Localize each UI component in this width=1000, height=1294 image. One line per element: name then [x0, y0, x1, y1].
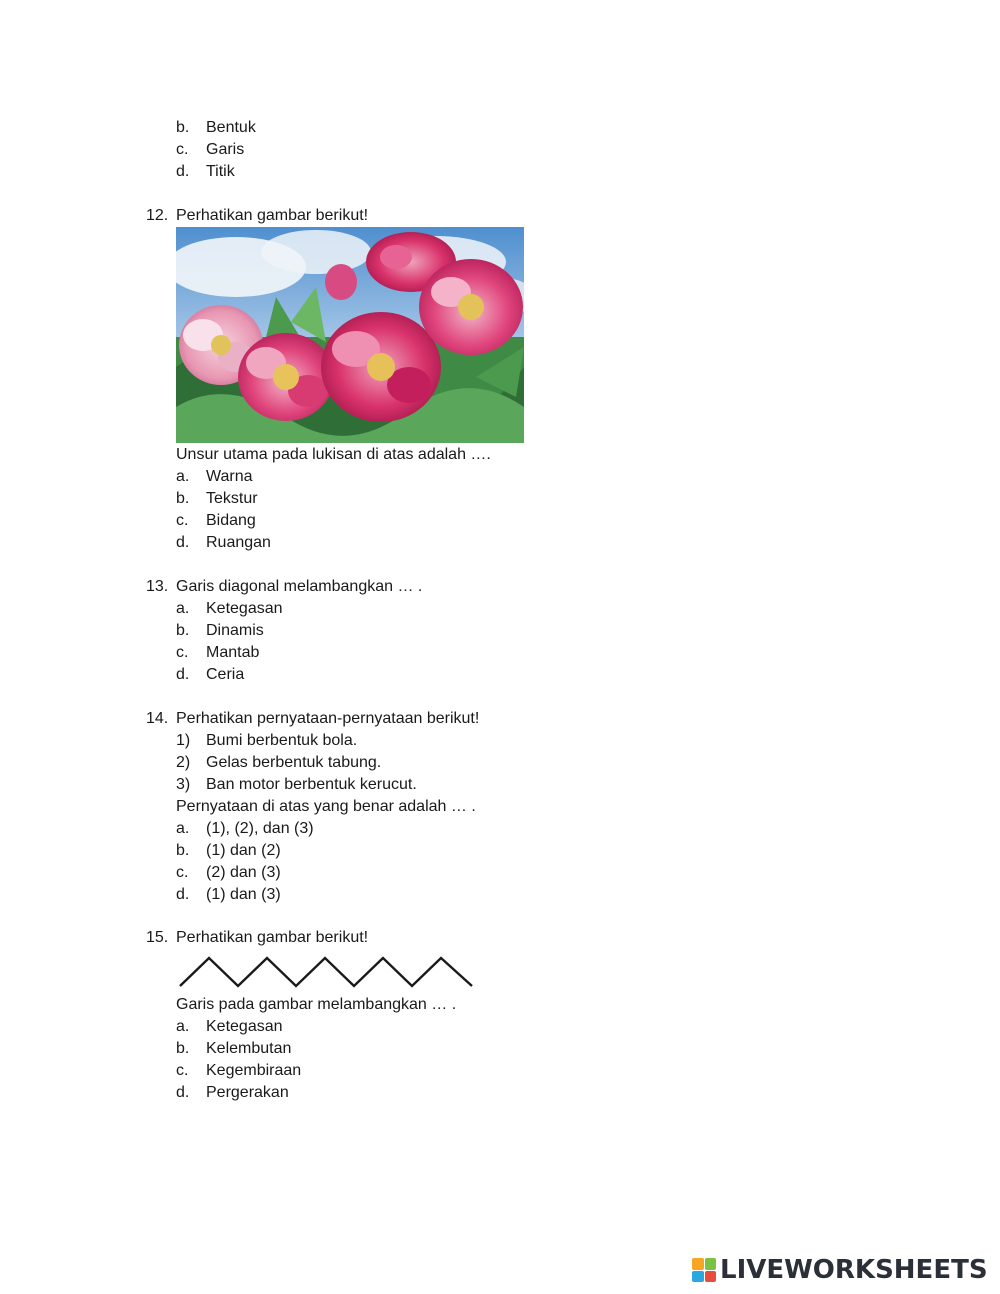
option-text: Pergerakan [206, 1084, 289, 1101]
question-text: Perhatikan gambar berikut! [176, 207, 369, 224]
question-text: Perhatikan pernyataan-pernyataan berikut! [176, 710, 480, 727]
logo-square-green [705, 1258, 717, 1270]
option-text: Ketegasan [206, 600, 283, 617]
brand-text: LIVEWORKSHEETS [720, 1255, 988, 1285]
option-text: Dinamis [206, 622, 264, 639]
option-text: (1) dan (2) [206, 842, 281, 859]
question-stem: Unsur utama pada lukisan di atas adalah …. [176, 446, 491, 463]
statement-text: Ban motor berbentuk kerucut. [206, 776, 417, 793]
question-text: Garis diagonal melambangkan … . [176, 578, 423, 595]
option-letter: b. [176, 490, 190, 507]
question-number: 14. [146, 710, 169, 727]
option-text: Bidang [206, 512, 256, 529]
liveworksheets-brand[interactable] [692, 1255, 988, 1285]
question-stem: Pernyataan di atas yang benar adalah … . [176, 798, 476, 815]
option-letter: b. [176, 622, 190, 639]
option-text: Titik [206, 163, 235, 180]
option-text: Ceria [206, 666, 245, 683]
option-letter: d. [176, 1084, 190, 1101]
logo-square-orange [692, 1258, 704, 1270]
logo-square-red [705, 1271, 717, 1283]
option-letter: d. [176, 666, 190, 683]
option-text: Garis [206, 141, 245, 158]
option-letter: c. [176, 141, 189, 158]
option-letter: d. [176, 886, 190, 903]
question-stem: Garis pada gambar melambangkan … . [176, 996, 457, 1013]
zigzag-line-icon [176, 954, 476, 990]
question-number: 15. [146, 929, 169, 946]
statement-text: Gelas berbentuk tabung. [206, 754, 382, 771]
option-text: Mantab [206, 644, 260, 661]
option-text: (1), (2), dan (3) [206, 820, 314, 837]
question-text: Perhatikan gambar berikut! [176, 929, 369, 946]
option-letter: b. [176, 1040, 190, 1057]
option-text: Ketegasan [206, 1018, 283, 1035]
option-letter: c. [176, 644, 189, 661]
option-letter: a. [176, 820, 190, 837]
option-letter: c. [176, 512, 189, 529]
option-letter: c. [176, 1062, 189, 1079]
option-text: Bentuk [206, 119, 256, 136]
liveworksheets-logo-icon [692, 1258, 716, 1282]
option-letter: d. [176, 163, 190, 180]
option-text: Kelembutan [206, 1040, 292, 1057]
logo-square-blue [692, 1271, 704, 1283]
option-letter: d. [176, 534, 190, 551]
statement-text: Bumi berbentuk bola. [206, 732, 358, 749]
statement-number: 2) [176, 754, 191, 771]
option-text: Tekstur [206, 490, 258, 507]
statement-number: 1) [176, 732, 191, 749]
option-text: (1) dan (3) [206, 886, 281, 903]
question-number: 12. [146, 207, 169, 224]
option-letter: b. [176, 842, 190, 859]
question-number: 13. [146, 578, 169, 595]
option-letter: b. [176, 119, 190, 136]
option-text: Warna [206, 468, 253, 485]
option-letter: c. [176, 864, 189, 881]
option-text: (2) dan (3) [206, 864, 281, 881]
option-text: Kegembiraan [206, 1062, 302, 1079]
option-letter: a. [176, 1018, 190, 1035]
peony-painting-icon [176, 227, 524, 443]
option-text: Ruangan [206, 534, 271, 551]
option-letter: a. [176, 600, 190, 617]
statement-number: 3) [176, 776, 191, 793]
option-letter: a. [176, 468, 190, 485]
